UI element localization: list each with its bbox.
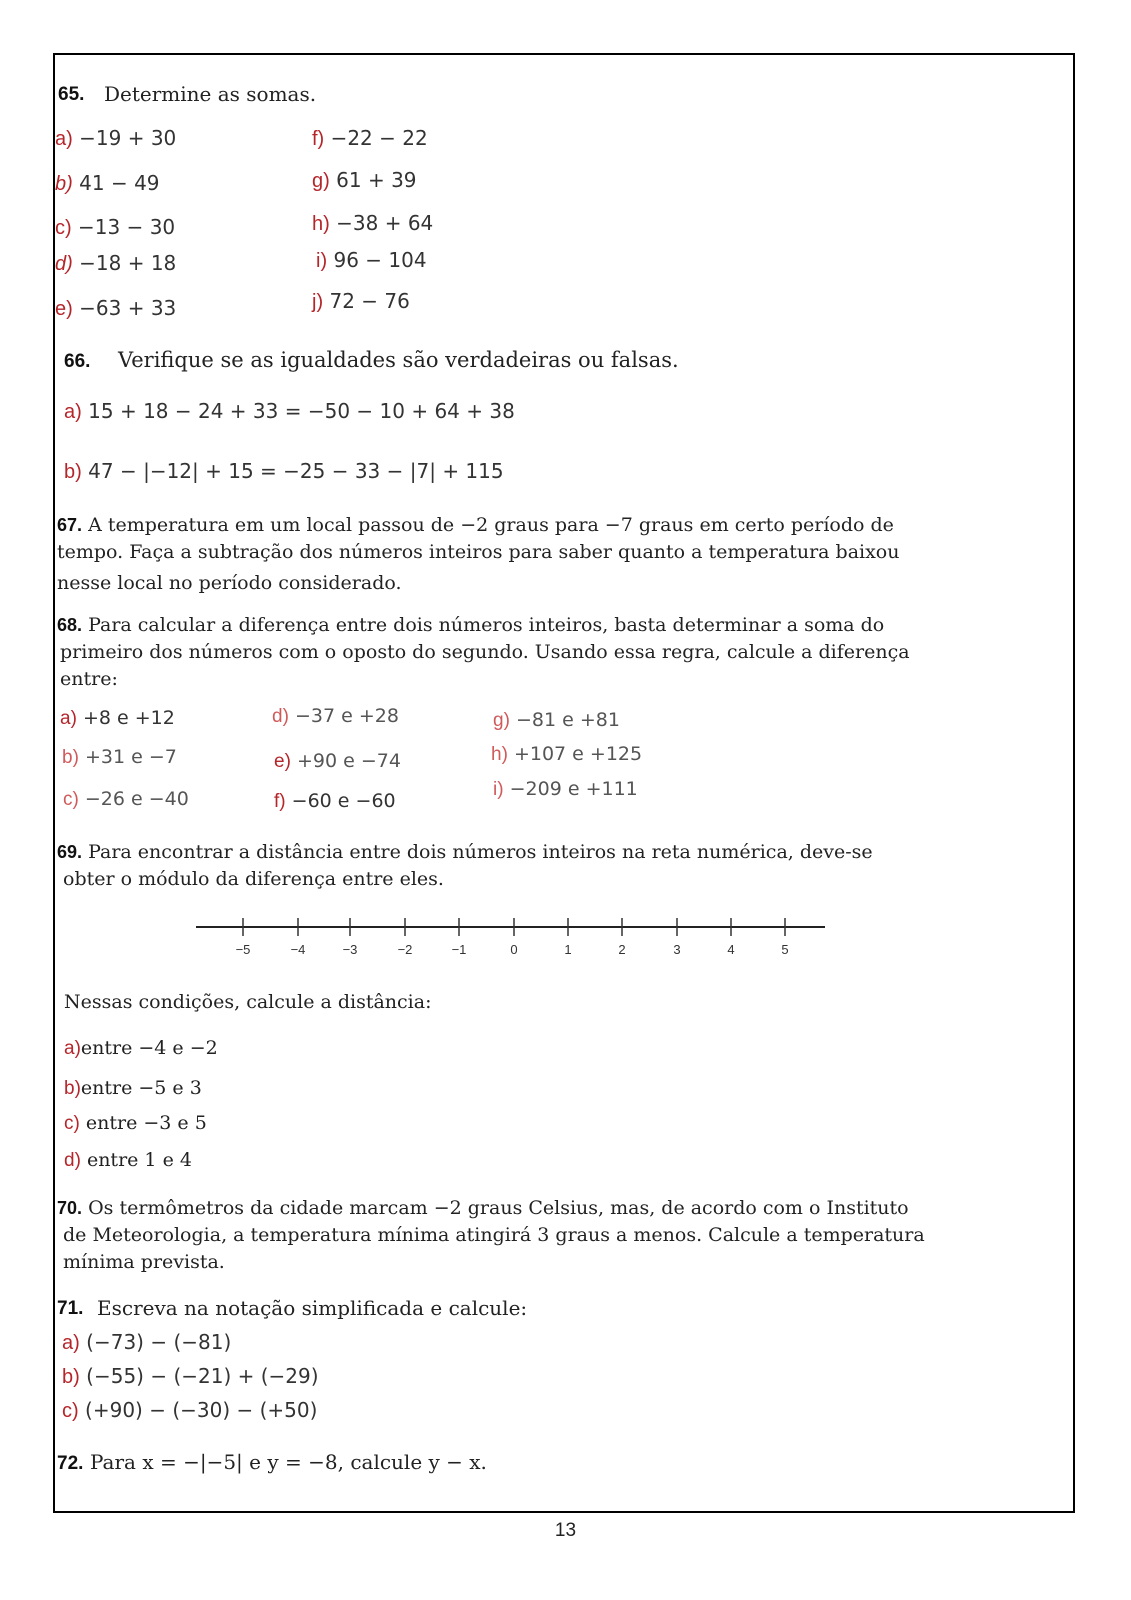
q70-line: mínima prevista.	[63, 1251, 225, 1273]
q65-item-e	[55, 296, 176, 321]
number-line-label: 4	[727, 942, 735, 957]
item-expr: −81 e +81	[515, 709, 620, 731]
item-expr: 72 − 76	[329, 289, 410, 313]
q68-item-i	[493, 778, 638, 801]
q68-item-g	[493, 709, 620, 732]
q65-item-i	[316, 248, 427, 273]
question-69	[57, 839, 873, 893]
item-label: a)	[62, 1332, 80, 1354]
q65-item-f	[312, 126, 428, 151]
q66-item-b	[64, 459, 504, 484]
q68-line: entre:	[60, 668, 118, 690]
question-67	[57, 512, 900, 597]
q69-line: obter o módulo da diferença entre eles.	[63, 868, 444, 890]
number-line	[190, 915, 840, 965]
item-expr: 41 − 49	[79, 171, 160, 195]
q65-item-c	[55, 215, 175, 240]
q65-item-a	[55, 126, 176, 151]
number-line-label: 0	[510, 942, 518, 957]
question-number-66: 66.	[64, 351, 91, 372]
q66-item-a	[64, 399, 515, 424]
q69-item-b	[64, 1077, 202, 1100]
item-label: g)	[312, 170, 330, 192]
q65-item-h	[312, 211, 433, 236]
item-label: h)	[491, 744, 508, 765]
question-number-72: 72.	[57, 1453, 84, 1474]
item-expr: −13 − 30	[78, 215, 176, 239]
item-label: b)	[55, 173, 73, 195]
item-expr: −60 e −60	[291, 790, 396, 812]
item-expr: (−73) − (−81)	[86, 1330, 232, 1354]
item-expr: entre −3 e 5	[85, 1112, 207, 1134]
item-expr: entre −5 e 3	[80, 1077, 202, 1099]
q68-item-h	[491, 743, 642, 766]
question-number-67: 67.	[57, 515, 83, 535]
item-label: f)	[312, 128, 325, 150]
q65-item-b	[55, 171, 160, 196]
item-label: b)	[64, 1078, 81, 1099]
item-expr: +90 e −74	[296, 750, 401, 772]
number-line-label: −2	[397, 942, 413, 957]
q68-item-f	[274, 790, 396, 813]
q68-item-c	[63, 788, 189, 811]
number-line-label: −1	[451, 942, 467, 957]
q68-line: Para calcular a diferença entre dois números inteiros, basta determinar a soma do	[88, 614, 885, 636]
item-expr: +107 e +125	[513, 743, 643, 765]
item-label: i)	[316, 250, 328, 272]
item-expr: entre −4 e −2	[80, 1037, 218, 1059]
question-68	[57, 612, 910, 693]
q65-item-j	[312, 289, 410, 314]
item-label: a)	[64, 401, 82, 423]
number-line-label: −5	[235, 942, 251, 957]
item-expr: −18 + 18	[79, 251, 177, 275]
item-expr: −26 e −40	[84, 788, 189, 810]
item-expr: −37 e +28	[294, 705, 399, 727]
item-expr: +31 e −7	[84, 746, 177, 768]
item-label: b)	[64, 461, 82, 483]
item-label: e)	[55, 298, 73, 320]
number-line-label: 3	[673, 942, 681, 957]
item-label: e)	[274, 751, 291, 772]
item-label: b)	[62, 1366, 80, 1388]
q65-item-d	[55, 251, 176, 276]
item-label: h)	[312, 213, 330, 235]
item-label: d)	[55, 253, 73, 275]
item-label: a)	[55, 128, 73, 150]
item-label: j)	[312, 291, 324, 313]
q71-item-c	[62, 1398, 317, 1423]
q70-line: Os termômetros da cidade marcam −2 graus Celsius, mas, de acordo com o Instituto	[88, 1197, 909, 1219]
q69-subprompt: Nessas condições, calcule a distância:	[64, 991, 432, 1013]
item-label: b)	[62, 747, 79, 768]
q68-item-d	[272, 705, 399, 728]
item-label: c)	[62, 1400, 79, 1422]
item-expr: −63 + 33	[79, 296, 177, 320]
item-expr: −19 + 30	[79, 126, 177, 150]
number-line-label: −4	[290, 942, 306, 957]
page-number: 13	[554, 1520, 577, 1541]
question-number-70: 70.	[57, 1198, 83, 1218]
item-expr: −22 − 22	[330, 126, 428, 150]
item-expr: 15 + 18 − 24 + 33 = −50 − 10 + 64 + 38	[88, 399, 515, 423]
question-prompt-66: Verifique se as igualdades são verdadeiras ou falsas.	[118, 348, 679, 372]
question-prompt-71: Escreva na notação simplificada e calcule:	[97, 1296, 528, 1320]
item-expr: 96 − 104	[333, 248, 427, 272]
q71-item-b	[62, 1364, 319, 1389]
q67-line: nesse local no período considerado.	[57, 572, 402, 594]
q69-item-d	[64, 1149, 192, 1172]
item-label: c)	[55, 217, 72, 239]
item-expr: 61 + 39	[336, 168, 417, 192]
number-line-label: 1	[564, 942, 572, 957]
item-label: a)	[64, 1038, 81, 1059]
question-number-65: 65.	[58, 84, 85, 105]
q69-line: Para encontrar a distância entre dois números inteiros na reta numérica, deve-se	[88, 841, 873, 863]
item-expr: (−55) − (−21) + (−29)	[86, 1364, 319, 1388]
q68-item-e	[274, 750, 401, 773]
number-line-label: 2	[618, 942, 626, 957]
q67-line: tempo. Faça a subtração dos números inteiros para saber quanto a temperatura baixou	[57, 541, 900, 563]
q69-item-a	[64, 1037, 218, 1060]
item-expr: −209 e +111	[509, 778, 638, 800]
question-number-68: 68.	[57, 615, 83, 635]
question-70	[57, 1195, 925, 1276]
item-label: d)	[272, 706, 289, 727]
item-label: g)	[493, 710, 510, 731]
q68-item-b	[62, 746, 177, 769]
item-label: c)	[63, 789, 79, 810]
q68-line: primeiro dos números com o oposto do segundo. Usando essa regra, calcule a diferença	[60, 641, 910, 663]
item-label: f)	[274, 791, 286, 812]
q65-item-g	[312, 168, 417, 193]
item-label: c)	[64, 1113, 80, 1134]
number-line-label: 5	[781, 942, 789, 957]
item-expr: (+90) − (−30) − (+50)	[85, 1398, 318, 1422]
item-expr: −38 + 64	[336, 211, 434, 235]
number-line-label: −3	[342, 942, 358, 957]
question-text-72: Para x = −|−5| e y = −8, calcule y − x.	[90, 1450, 487, 1474]
q71-item-a	[62, 1330, 231, 1355]
item-expr: +8 e +12	[82, 707, 175, 729]
q70-line: de Meteorologia, a temperatura mínima atingirá 3 graus a menos. Calcule a temperatura	[63, 1224, 925, 1246]
q69-item-c	[64, 1112, 207, 1135]
question-prompt-65: Determine as somas.	[104, 82, 317, 106]
q68-item-a	[60, 707, 175, 730]
question-number-71: 71.	[57, 1298, 84, 1319]
item-label: d)	[64, 1150, 81, 1171]
item-expr: 47 − |−12| + 15 = −25 − 33 − |7| + 115	[88, 459, 504, 483]
q67-line: A temperatura em um local passou de −2 graus para −7 graus em certo período de	[88, 514, 894, 536]
item-expr: entre 1 e 4	[86, 1149, 192, 1171]
question-number-69: 69.	[57, 842, 83, 862]
item-label: a)	[60, 708, 77, 729]
item-label: i)	[493, 779, 504, 800]
